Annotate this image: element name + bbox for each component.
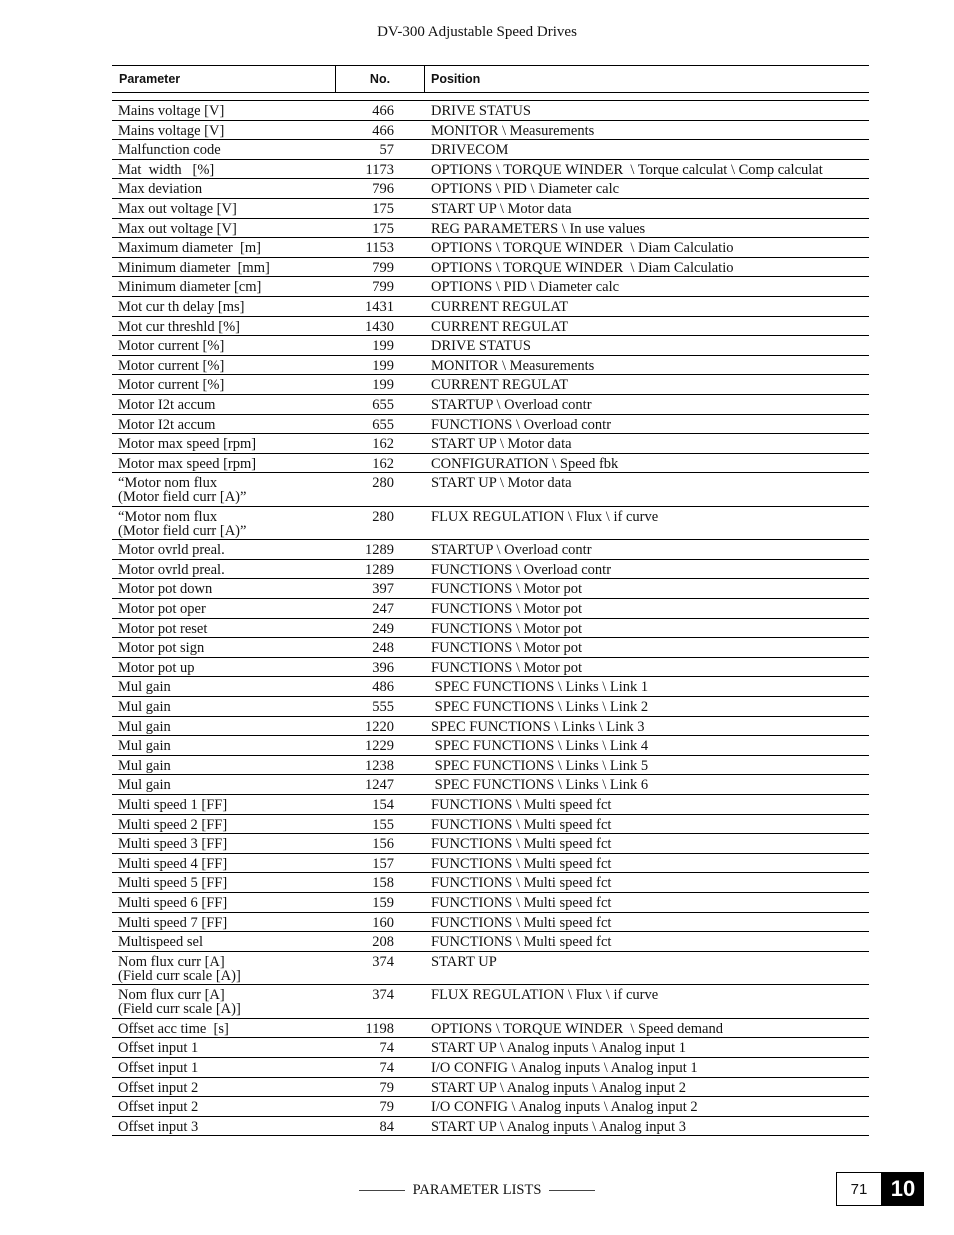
cell-position: FLUX REGULATION \ Flux \ if curve [431, 987, 659, 1004]
cell-parameter: Offset input 1 [118, 1040, 199, 1057]
cell-spacer [394, 952, 425, 985]
cell-spacer [394, 258, 425, 277]
cell-number: 1220 [365, 718, 394, 735]
cell-spacer [394, 395, 425, 414]
cell-position: FUNCTIONS \ Multi speed fct [431, 875, 612, 892]
cell-number: 1229 [365, 738, 394, 755]
table-body [112, 101, 869, 1136]
cell-number: 154 [372, 797, 394, 813]
cell-spacer [394, 854, 425, 873]
cell-number: 155 [372, 816, 394, 833]
parameter-table [112, 65, 869, 1136]
table-row [112, 375, 869, 395]
cell-number: 79 [379, 1079, 394, 1096]
cell-position: FUNCTIONS \ Motor pot [431, 601, 583, 618]
cell-parameter: Motor pot down [118, 581, 213, 598]
column-header-no: No. [336, 66, 425, 92]
cell-parameter: Multi speed 3 [FF] [118, 836, 228, 853]
cell-parameter: Multi speed 4 [FF] [118, 855, 228, 872]
cell-number: 1289 [365, 542, 394, 559]
table-row [112, 179, 869, 199]
cell-number: 79 [379, 1099, 394, 1116]
cell-position: START UP [431, 953, 497, 970]
table-row [112, 540, 869, 560]
table-row [112, 507, 869, 541]
cell-parameter: Mul gain [118, 757, 171, 774]
cell-spacer [394, 834, 425, 853]
cell-parameter: Motor current [%] [118, 377, 225, 394]
cell-parameter: Mul gain [118, 777, 171, 794]
cell-position: SPEC FUNCTIONS \ Links \ Link 2 [431, 699, 649, 716]
cell-number: 1431 [365, 298, 394, 315]
cell-spacer [394, 736, 425, 755]
table-row [112, 697, 869, 717]
cell-spacer [394, 1058, 425, 1077]
cell-number: 74 [379, 1059, 394, 1076]
cell-position: OPTIONS \ TORQUE WINDER \ Speed demand [431, 1020, 723, 1037]
cell-number: 466 [372, 122, 394, 139]
cell-spacer [394, 1038, 425, 1057]
table-row [112, 1019, 869, 1039]
table-row [112, 219, 869, 239]
footer-section-title: PARAMETER LISTS [412, 1182, 542, 1198]
header-spacer [112, 93, 869, 101]
cell-spacer [394, 336, 425, 355]
cell-spacer [394, 121, 425, 140]
table-row [112, 913, 869, 933]
cell-number: 175 [372, 200, 394, 217]
table-row [112, 258, 869, 278]
cell-number: 199 [372, 357, 394, 374]
cell-parameter: Motor pot up [118, 659, 195, 676]
cell-number: 57 [379, 142, 394, 159]
table-row [112, 658, 869, 678]
cell-number: 157 [372, 855, 394, 872]
table-row [112, 893, 869, 913]
table-row [112, 1078, 869, 1098]
cell-spacer [394, 356, 425, 375]
cell-parameter: Motor I2t accum [118, 416, 216, 433]
cell-number: 162 [372, 455, 394, 472]
cell-number: 396 [372, 659, 394, 676]
cell-spacer [394, 560, 425, 579]
cell-position: FUNCTIONS \ Motor pot [431, 581, 583, 598]
cell-position: START UP \ Analog inputs \ Analog input 3 [431, 1118, 686, 1135]
cell-parameter: Mot cur th delay [ms] [118, 298, 245, 315]
table-row [112, 1117, 869, 1137]
cell-position: CURRENT REGULAT [431, 298, 569, 315]
cell-spacer [394, 658, 425, 677]
cell-position: CURRENT REGULAT [431, 377, 569, 394]
table-row [112, 952, 869, 986]
chapter-tab: 10 [882, 1172, 924, 1206]
table-row [112, 854, 869, 874]
cell-parameter: Motor I2t accum [118, 396, 216, 413]
footer-rule-right [549, 1190, 595, 1191]
cell-spacer [394, 815, 425, 834]
cell-parameter: Multi speed 1 [FF] [118, 797, 228, 813]
cell-number: 84 [379, 1118, 394, 1135]
table-row [112, 1097, 869, 1117]
cell-parameter: Nom flux curr [A] (Field curr scale [A)] [118, 953, 241, 984]
cell-parameter: Motor max speed [rpm] [118, 455, 257, 472]
cell-parameter: Motor ovrld preal. [118, 561, 225, 578]
cell-parameter: Offset input 3 [118, 1118, 199, 1135]
cell-position: FUNCTIONS \ Multi speed fct [431, 797, 612, 813]
cell-position: STARTUP \ Overload contr [431, 396, 592, 413]
cell-number: 199 [372, 338, 394, 355]
cell-parameter: Mot cur threshld [%] [118, 318, 241, 335]
cell-number: 158 [372, 875, 394, 892]
cell-position: MONITOR \ Measurements [431, 357, 595, 374]
cell-position: STARTUP \ Overload contr [431, 542, 592, 559]
cell-number: 247 [372, 601, 394, 618]
cell-position: OPTIONS \ TORQUE WINDER \ Torque calculat \ Comp calculat [431, 161, 823, 178]
table-row [112, 336, 869, 356]
table-row [112, 619, 869, 639]
cell-position: SPEC FUNCTIONS \ Links \ Link 4 [431, 738, 649, 755]
cell-spacer [394, 873, 425, 892]
table-row [112, 434, 869, 454]
cell-number: 175 [372, 220, 394, 237]
table-row [112, 199, 869, 219]
cell-position: FUNCTIONS \ Multi speed fct [431, 894, 612, 911]
table-row [112, 238, 869, 258]
cell-spacer [394, 507, 425, 540]
cell-parameter: Multispeed sel [118, 934, 203, 951]
cell-number: 486 [372, 679, 394, 696]
table-row [112, 454, 869, 474]
cell-spacer [394, 1097, 425, 1116]
cell-spacer [394, 599, 425, 618]
cell-number: 1173 [365, 161, 394, 178]
table-row [112, 677, 869, 697]
cell-number: 199 [372, 377, 394, 394]
cell-spacer [394, 893, 425, 912]
cell-parameter: Mul gain [118, 679, 171, 696]
cell-spacer [394, 932, 425, 951]
cell-number: 280 [372, 475, 394, 492]
cell-spacer [394, 317, 425, 336]
cell-position: I/O CONFIG \ Analog inputs \ Analog input 1 [431, 1059, 698, 1076]
cell-spacer [394, 540, 425, 559]
cell-position: START UP \ Motor data [431, 200, 572, 217]
cell-spacer [394, 454, 425, 473]
cell-parameter: Motor ovrld preal. [118, 542, 225, 559]
table-row [112, 834, 869, 854]
cell-parameter: Offset input 2 [118, 1099, 199, 1116]
footer-rule-left [359, 1190, 405, 1191]
cell-number: 655 [372, 396, 394, 413]
cell-spacer [394, 795, 425, 814]
column-header-parameter: Parameter [112, 66, 336, 92]
cell-spacer [394, 1019, 425, 1038]
cell-spacer [394, 717, 425, 736]
cell-number: 1247 [365, 777, 394, 794]
table-row [112, 160, 869, 180]
cell-parameter: Maximum diameter [m] [118, 240, 261, 257]
page-header: DV-300 Adjustable Speed Drives [377, 24, 577, 40]
cell-parameter: Minimum diameter [mm] [118, 259, 270, 276]
cell-parameter: Max out voltage [V] [118, 220, 237, 237]
table-row [112, 815, 869, 835]
cell-spacer [394, 619, 425, 638]
cell-parameter: Nom flux curr [A] (Field curr scale [A)] [118, 987, 241, 1018]
cell-parameter: Mains voltage [V] [118, 103, 225, 119]
cell-position: SPEC FUNCTIONS \ Links \ Link 1 [431, 679, 649, 696]
cell-spacer [394, 277, 425, 296]
cell-parameter: Multi speed 5 [FF] [118, 875, 228, 892]
cell-position: OPTIONS \ PID \ Diameter calc [431, 181, 620, 198]
cell-number: 1198 [365, 1020, 394, 1037]
cell-number: 397 [372, 581, 394, 598]
cell-position: FUNCTIONS \ Motor pot [431, 659, 583, 676]
cell-parameter: “Motor nom flux (Motor field curr [A)” [118, 508, 247, 539]
table-row [112, 873, 869, 893]
cell-number: 555 [372, 699, 394, 716]
cell-position: OPTIONS \ TORQUE WINDER \ Diam Calculatio [431, 259, 734, 276]
cell-spacer [394, 199, 425, 218]
cell-parameter: Motor pot sign [118, 640, 205, 657]
cell-position: FUNCTIONS \ Multi speed fct [431, 836, 612, 853]
column-header-position: Position [431, 72, 481, 86]
cell-number: 159 [372, 894, 394, 911]
cell-parameter: “Motor nom flux (Motor field curr [A)” [118, 475, 247, 506]
cell-parameter: Minimum diameter [cm] [118, 279, 262, 296]
cell-parameter: Mul gain [118, 699, 171, 716]
cell-position: START UP \ Motor data [431, 436, 572, 453]
table-row [112, 1058, 869, 1078]
cell-parameter: Motor pot reset [118, 620, 208, 637]
cell-spacer [394, 913, 425, 932]
table-row [112, 985, 869, 1019]
cell-spacer [394, 179, 425, 198]
cell-parameter: Offset input 1 [118, 1059, 199, 1076]
cell-spacer [394, 473, 425, 506]
cell-spacer [394, 775, 425, 794]
cell-number: 249 [372, 620, 394, 637]
cell-position: START UP \ Analog inputs \ Analog input 1 [431, 1040, 686, 1057]
cell-position: CONFIGURATION \ Speed fbk [431, 455, 619, 472]
cell-number: 1238 [365, 757, 394, 774]
cell-position: I/O CONFIG \ Analog inputs \ Analog input 2 [431, 1099, 698, 1116]
table-row [112, 756, 869, 776]
cell-number: 799 [372, 259, 394, 276]
table-row [112, 775, 869, 795]
table-row [112, 473, 869, 507]
cell-number: 156 [372, 836, 394, 853]
cell-number: 280 [372, 508, 394, 525]
table-row [112, 356, 869, 376]
cell-position: DRIVE STATUS [431, 338, 531, 355]
cell-position: MONITOR \ Measurements [431, 122, 595, 139]
cell-spacer [394, 434, 425, 453]
cell-parameter: Motor current [%] [118, 357, 225, 374]
cell-parameter: Multi speed 7 [FF] [118, 914, 228, 931]
table-row [112, 121, 869, 141]
cell-position: OPTIONS \ TORQUE WINDER \ Diam Calculatio [431, 240, 734, 257]
cell-position: FLUX REGULATION \ Flux \ if curve [431, 508, 659, 525]
cell-spacer [394, 238, 425, 257]
cell-spacer [394, 375, 425, 394]
cell-position: SPEC FUNCTIONS \ Links \ Link 3 [431, 718, 645, 735]
cell-position: CURRENT REGULAT [431, 318, 569, 335]
cell-parameter: Mat width [%] [118, 161, 215, 178]
cell-parameter: Max deviation [118, 181, 203, 198]
cell-number: 655 [372, 416, 394, 433]
cell-spacer [394, 638, 425, 657]
cell-position: START UP \ Motor data [431, 475, 572, 492]
cell-parameter: Offset input 2 [118, 1079, 199, 1096]
cell-position: FUNCTIONS \ Multi speed fct [431, 934, 612, 951]
cell-number: 799 [372, 279, 394, 296]
cell-number: 374 [372, 953, 394, 970]
cell-position: FUNCTIONS \ Motor pot [431, 640, 583, 657]
cell-spacer [394, 415, 425, 434]
cell-spacer [394, 219, 425, 238]
cell-spacer [394, 756, 425, 775]
cell-parameter: Malfunction code [118, 142, 221, 159]
cell-number: 374 [372, 987, 394, 1004]
table-row [112, 101, 869, 121]
cell-parameter: Mul gain [118, 738, 171, 755]
cell-position: DRIVE STATUS [431, 103, 531, 119]
cell-parameter: Motor pot oper [118, 601, 206, 618]
table-row [112, 560, 869, 580]
cell-spacer [394, 160, 425, 179]
cell-spacer [394, 297, 425, 316]
cell-position: FUNCTIONS \ Overload contr [431, 416, 612, 433]
table-row [112, 140, 869, 160]
table-row [112, 1038, 869, 1058]
table-row [112, 277, 869, 297]
cell-number: 796 [372, 181, 394, 198]
table-row [112, 795, 869, 815]
cell-spacer [394, 697, 425, 716]
cell-number: 248 [372, 640, 394, 657]
table-row [112, 932, 869, 952]
cell-spacer [394, 579, 425, 598]
cell-spacer [394, 985, 425, 1018]
cell-number: 1153 [365, 240, 394, 257]
cell-position: SPEC FUNCTIONS \ Links \ Link 6 [431, 777, 649, 794]
table-row [112, 638, 869, 658]
table-row [112, 297, 869, 317]
table-row [112, 415, 869, 435]
cell-position: START UP \ Analog inputs \ Analog input 2 [431, 1079, 686, 1096]
cell-position: FUNCTIONS \ Multi speed fct [431, 914, 612, 931]
cell-spacer [394, 677, 425, 696]
cell-number: 208 [372, 934, 394, 951]
cell-position: SPEC FUNCTIONS \ Links \ Link 5 [431, 757, 649, 774]
cell-parameter: Max out voltage [V] [118, 200, 237, 217]
cell-parameter: Mul gain [118, 718, 171, 735]
cell-parameter: Motor current [%] [118, 338, 225, 355]
cell-parameter: Multi speed 2 [FF] [118, 816, 228, 833]
page-number: 71 [836, 1172, 882, 1206]
cell-position: FUNCTIONS \ Overload contr [431, 561, 612, 578]
cell-position: FUNCTIONS \ Multi speed fct [431, 855, 612, 872]
table-row [112, 717, 869, 737]
cell-position: OPTIONS \ PID \ Diameter calc [431, 279, 620, 296]
page-footer [0, 1182, 954, 1199]
table-row [112, 736, 869, 756]
cell-number: 160 [372, 914, 394, 931]
cell-position: FUNCTIONS \ Multi speed fct [431, 816, 612, 833]
table-row [112, 579, 869, 599]
cell-parameter: Multi speed 6 [FF] [118, 894, 228, 911]
cell-number: 1289 [365, 561, 394, 578]
cell-number: 1430 [365, 318, 394, 335]
cell-spacer [394, 1117, 425, 1136]
table-header [112, 65, 869, 93]
cell-number: 74 [379, 1040, 394, 1057]
cell-spacer [394, 140, 425, 159]
table-row [112, 395, 869, 415]
cell-parameter: Mains voltage [V] [118, 122, 225, 139]
cell-parameter: Motor max speed [rpm] [118, 436, 257, 453]
cell-parameter: Offset acc time [s] [118, 1020, 229, 1037]
cell-spacer [394, 101, 425, 120]
cell-position: REG PARAMETERS \ In use values [431, 220, 646, 237]
table-row [112, 317, 869, 337]
cell-number: 162 [372, 436, 394, 453]
cell-number: 466 [372, 103, 394, 119]
cell-spacer [394, 1078, 425, 1097]
cell-position: FUNCTIONS \ Motor pot [431, 620, 583, 637]
cell-position: DRIVECOM [431, 142, 509, 159]
table-row [112, 599, 869, 619]
